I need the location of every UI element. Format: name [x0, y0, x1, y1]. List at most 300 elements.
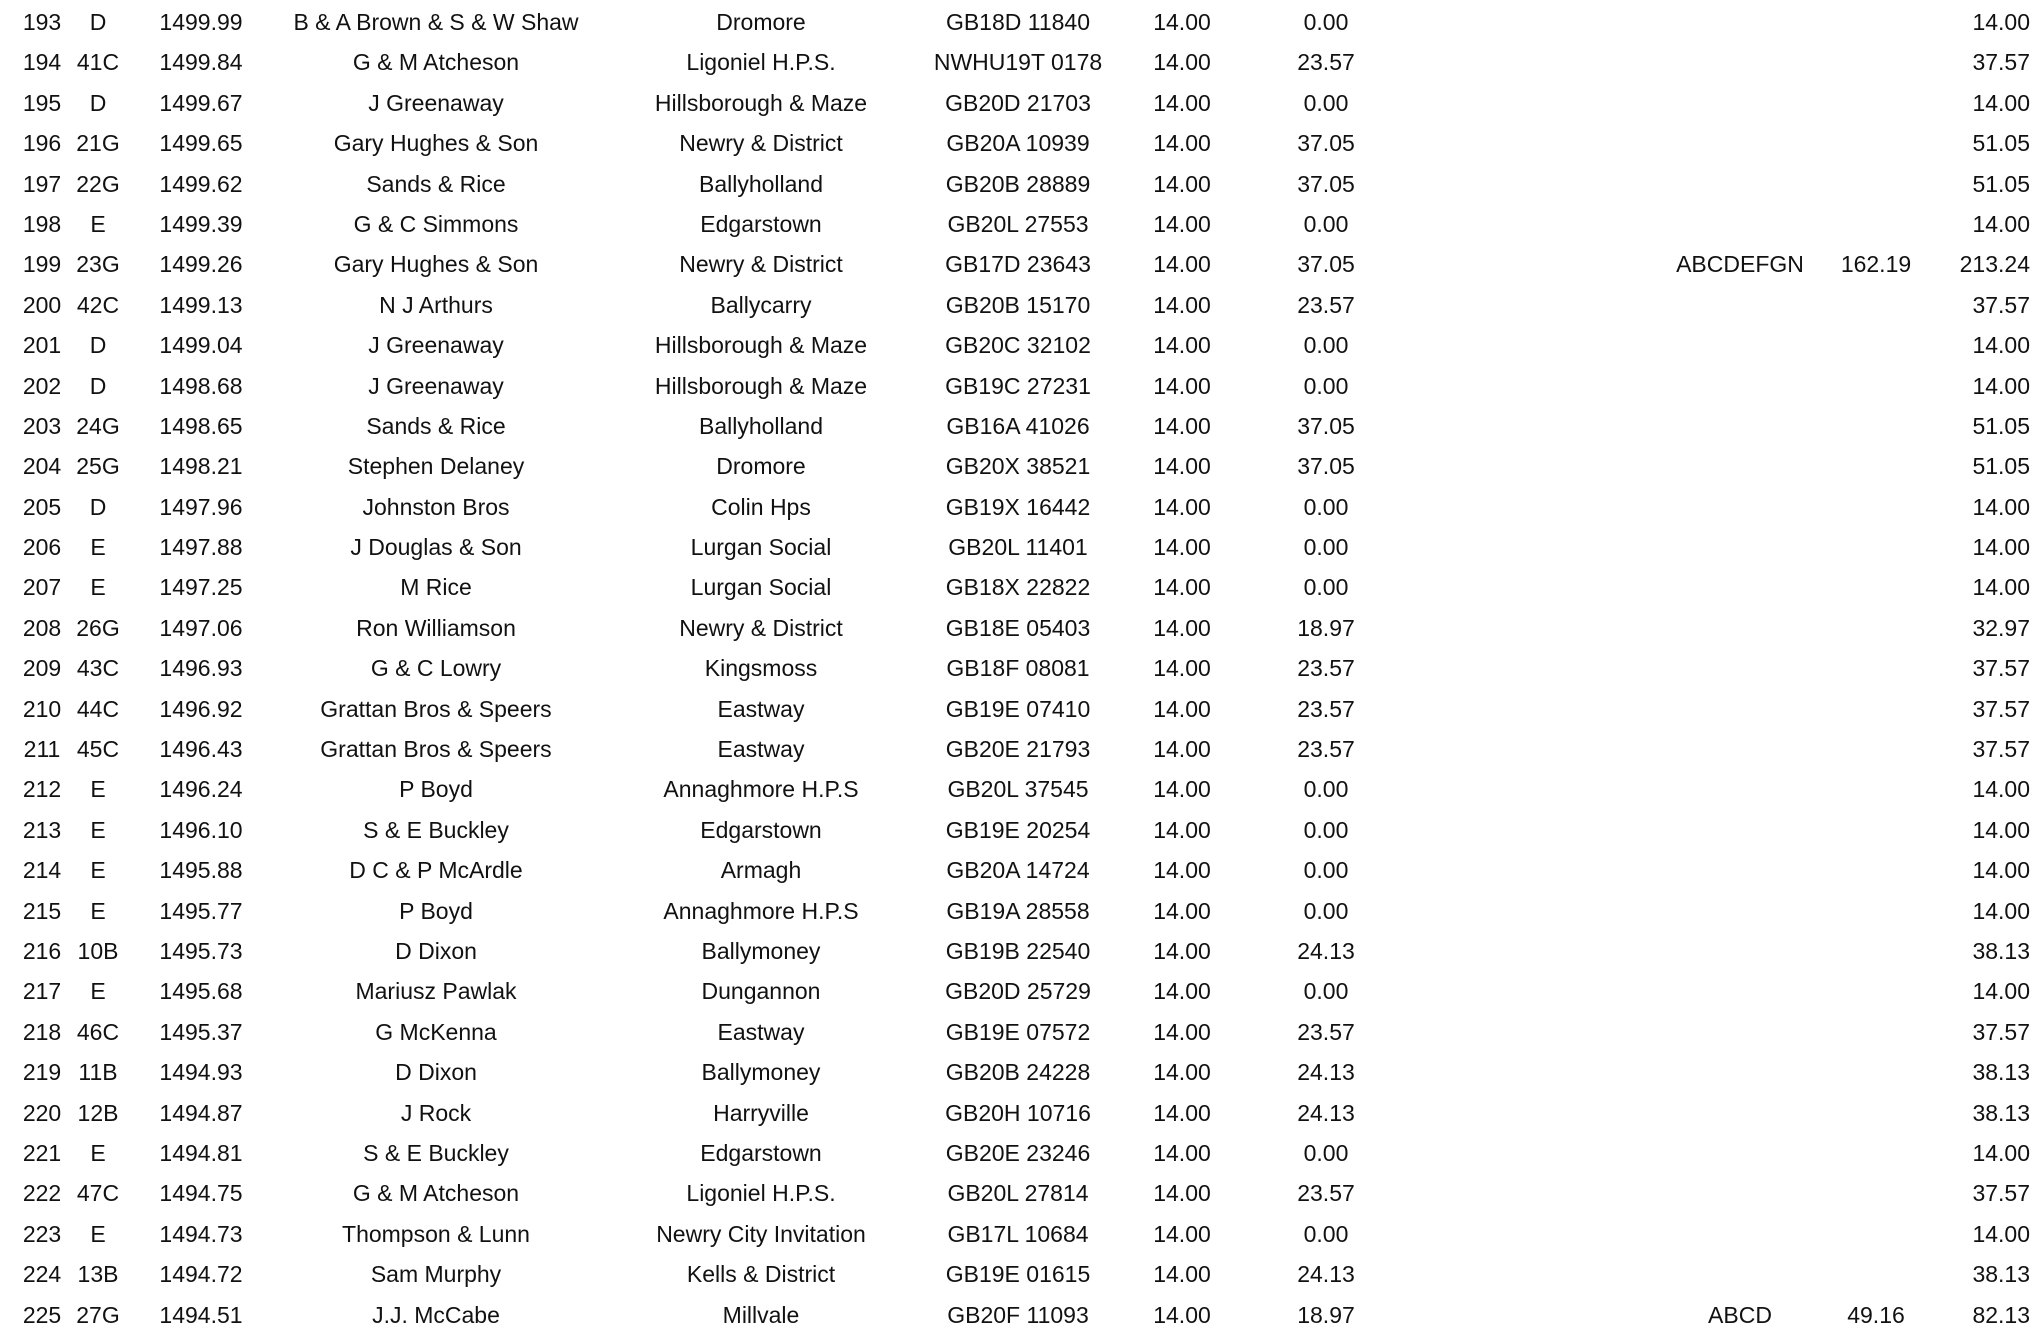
- ring-number-cell: GB18E 05403: [945, 614, 1091, 641]
- velocity-cell: 1499.99: [159, 9, 243, 35]
- total-cell: 14.00: [1972, 493, 2030, 520]
- velocity-cell: 1497.06: [159, 614, 243, 641]
- ring-number-cell: GB19A 28558: [946, 897, 1090, 924]
- member-name-cell: G & C Simmons: [353, 210, 519, 237]
- entry-fee-cell: 14.00: [1153, 210, 1211, 237]
- entry-fee-cell: 14.00: [1153, 1180, 1211, 1207]
- velocity-cell: 1499.13: [159, 291, 243, 318]
- member-name-cell: D Dixon: [395, 1059, 477, 1086]
- pools-entered-cell: [1640, 42, 1840, 82]
- entry-fee-cell: 14.00: [1153, 291, 1211, 318]
- club-cell: Ligoniel H.P.S.: [686, 1180, 836, 1207]
- prize-winnings-cell: 0.00: [1303, 776, 1349, 803]
- entry-fee-cell: 14.00: [1153, 816, 1211, 843]
- ring-number-cell: GB20L 37545: [947, 776, 1089, 803]
- velocity-cell: 1498.21: [159, 453, 243, 480]
- pools-entered-cell: [1640, 810, 1840, 850]
- total-cell: 14.00: [1972, 534, 2030, 561]
- results-table: [0, 2, 2043, 1335]
- club-cell: Colin Hps: [711, 493, 811, 520]
- velocity-cell: 1499.62: [159, 170, 243, 197]
- prize-code-cell: 43C: [76, 655, 120, 682]
- position-cell: 198: [22, 210, 62, 237]
- prize-winnings-cell: 18.97: [1297, 614, 1355, 641]
- table-row: [0, 406, 2043, 446]
- prize-code-cell: E: [90, 1220, 106, 1247]
- total-cell: 37.57: [1972, 736, 2030, 763]
- ring-number-cell: GB20B 24228: [945, 1059, 1091, 1086]
- table-row: [0, 1133, 2043, 1173]
- prize-winnings-cell: 37.05: [1297, 130, 1355, 157]
- total-cell: 14.00: [1972, 89, 2030, 116]
- entry-fee-cell: 14.00: [1153, 1139, 1211, 1166]
- position-cell: 214: [22, 857, 62, 884]
- member-name-cell: Ron Williamson: [356, 614, 516, 641]
- ring-number-cell: GB20L 27553: [947, 210, 1089, 237]
- total-cell: 14.00: [1972, 1220, 2030, 1247]
- member-name-cell: Sam Murphy: [370, 1261, 502, 1288]
- total-cell: 37.57: [1972, 1180, 2030, 1207]
- club-cell: Eastway: [717, 1018, 805, 1045]
- total-cell: 14.00: [1972, 897, 2030, 924]
- club-cell: Ballymoney: [701, 937, 821, 964]
- prize-code-cell: 10B: [77, 937, 119, 964]
- table-row: [0, 42, 2043, 82]
- member-name-cell: Grattan Bros & Speers: [320, 736, 552, 763]
- total-cell: 51.05: [1972, 412, 2030, 439]
- ring-number-cell: GB19E 07572: [945, 1018, 1091, 1045]
- total-cell: 51.05: [1972, 170, 2030, 197]
- position-cell: 202: [22, 372, 62, 399]
- prize-code-cell: E: [90, 897, 106, 924]
- velocity-cell: 1499.65: [159, 130, 243, 157]
- velocity-cell: 1499.84: [159, 49, 243, 76]
- club-cell: Ballymoney: [701, 1059, 821, 1086]
- velocity-cell: 1497.25: [159, 574, 243, 601]
- velocity-cell: 1495.37: [159, 1018, 243, 1045]
- pools-entered-cell: [1640, 123, 1840, 163]
- table-row: [0, 446, 2043, 486]
- ring-number-cell: GB19C 27231: [945, 372, 1091, 399]
- club-cell: Edgarstown: [700, 816, 822, 843]
- pools-entered-cell: [1640, 729, 1840, 769]
- prize-code-cell: 11B: [78, 1059, 118, 1086]
- ring-number-cell: GB18D 11840: [945, 9, 1091, 35]
- pools-entered-cell: [1640, 689, 1840, 729]
- prize-winnings-cell: 0.00: [1303, 857, 1349, 884]
- prize-code-cell: E: [90, 210, 106, 237]
- prize-winnings-cell: 23.57: [1297, 695, 1355, 722]
- total-cell: 32.97: [1972, 614, 2030, 641]
- total-cell: 37.57: [1972, 49, 2030, 76]
- velocity-cell: 1499.39: [159, 210, 243, 237]
- ring-number-cell: GB20X 38521: [945, 453, 1091, 480]
- pools-entered-cell: [1640, 1012, 1840, 1052]
- table-row: [0, 1052, 2043, 1092]
- total-cell: 14.00: [1972, 857, 2030, 884]
- position-cell: 220: [22, 1099, 62, 1126]
- ring-number-cell: GB20L 11401: [948, 534, 1088, 561]
- entry-fee-cell: 14.00: [1153, 978, 1211, 1005]
- table-row: [0, 325, 2043, 365]
- ring-number-cell: GB18X 22822: [945, 574, 1091, 601]
- prize-code-cell: 47C: [76, 1180, 120, 1207]
- prize-winnings-cell: 0.00: [1303, 493, 1349, 520]
- total-cell: 37.57: [1972, 291, 2030, 318]
- club-cell: Newry & District: [679, 614, 843, 641]
- velocity-cell: 1495.73: [159, 937, 243, 964]
- club-cell: Eastway: [717, 736, 805, 763]
- velocity-cell: 1496.93: [159, 655, 243, 682]
- position-cell: 205: [22, 493, 62, 520]
- club-cell: Hillsborough & Maze: [654, 332, 868, 359]
- prize-winnings-cell: 23.57: [1297, 655, 1355, 682]
- table-row: [0, 123, 2043, 163]
- velocity-cell: 1496.10: [159, 816, 243, 843]
- velocity-cell: 1494.72: [159, 1261, 243, 1288]
- ring-number-cell: GB20D 21703: [945, 89, 1091, 116]
- member-name-cell: Sands & Rice: [366, 170, 506, 197]
- prize-winnings-cell: 23.57: [1297, 736, 1355, 763]
- club-cell: Lurgan Social: [690, 534, 832, 561]
- member-name-cell: D Dixon: [395, 937, 477, 964]
- position-cell: 197: [22, 170, 62, 197]
- table-row: [0, 1173, 2043, 1213]
- prize-code-cell: 45C: [76, 736, 120, 763]
- member-name-cell: P Boyd: [399, 776, 473, 803]
- member-name-cell: G & M Atcheson: [352, 1180, 520, 1207]
- prize-code-cell: 26G: [76, 614, 120, 641]
- pools-entered-cell: [1640, 446, 1840, 486]
- table-row: [0, 931, 2043, 971]
- table-row: [0, 204, 2043, 244]
- prize-code-cell: 21G: [76, 130, 120, 157]
- position-cell: 225: [22, 1301, 62, 1328]
- member-name-cell: S & E Buckley: [363, 1139, 509, 1166]
- velocity-cell: 1495.68: [159, 978, 243, 1005]
- prize-code-cell: D: [89, 372, 107, 399]
- club-cell: Edgarstown: [700, 210, 822, 237]
- member-name-cell: Stephen Delaney: [347, 453, 525, 480]
- ring-number-cell: GB19B 22540: [945, 937, 1091, 964]
- pools-entered-cell: [1640, 1093, 1840, 1133]
- club-cell: Newry & District: [679, 130, 843, 157]
- table-row: [0, 1295, 2043, 1335]
- pools-entered-cell: ABCD: [1708, 1301, 1772, 1328]
- ring-number-cell: GB20A 14724: [946, 857, 1090, 884]
- entry-fee-cell: 14.00: [1153, 170, 1211, 197]
- prize-code-cell: 13B: [77, 1261, 119, 1288]
- pools-entered-cell: [1640, 83, 1840, 123]
- club-cell: Annaghmore H.P.S: [663, 897, 859, 924]
- total-cell: 14.00: [1972, 1139, 2030, 1166]
- table-row: [0, 164, 2043, 204]
- club-cell: Newry & District: [679, 251, 843, 278]
- club-cell: Kingsmoss: [704, 655, 818, 682]
- entry-fee-cell: 14.00: [1153, 49, 1211, 76]
- prize-code-cell: 25G: [76, 453, 120, 480]
- club-cell: Lurgan Social: [690, 574, 832, 601]
- prize-winnings-cell: 0.00: [1303, 1220, 1349, 1247]
- prize-winnings-cell: 0.00: [1303, 978, 1349, 1005]
- club-cell: Eastway: [717, 695, 805, 722]
- total-cell: 14.00: [1972, 210, 2030, 237]
- prize-code-cell: 23G: [76, 251, 120, 278]
- position-cell: 221: [22, 1139, 62, 1166]
- pools-entered-cell: [1640, 1052, 1840, 1092]
- ring-number-cell: GB20B 15170: [945, 291, 1091, 318]
- prize-winnings-cell: 23.57: [1297, 291, 1355, 318]
- prize-code-cell: 24G: [76, 412, 120, 439]
- position-cell: 212: [22, 776, 62, 803]
- ring-number-cell: GB17D 23643: [945, 251, 1091, 278]
- entry-fee-cell: 14.00: [1153, 1059, 1211, 1086]
- prize-winnings-cell: 0.00: [1303, 210, 1349, 237]
- table-row: [0, 1254, 2043, 1294]
- ring-number-cell: GB16A 41026: [946, 412, 1090, 439]
- member-name-cell: Johnston Bros: [362, 493, 510, 520]
- velocity-cell: 1495.77: [159, 897, 243, 924]
- member-name-cell: D C & P McArdle: [349, 857, 523, 884]
- pools-entered-cell: [1640, 406, 1840, 446]
- prize-code-cell: 22G: [76, 170, 120, 197]
- prize-winnings-cell: 0.00: [1303, 816, 1349, 843]
- member-name-cell: M Rice: [400, 574, 472, 601]
- member-name-cell: Gary Hughes & Son: [333, 251, 539, 278]
- member-name-cell: G McKenna: [375, 1018, 497, 1045]
- position-cell: 195: [22, 89, 62, 116]
- total-cell: 14.00: [1972, 9, 2030, 35]
- ring-number-cell: GB18F 08081: [946, 655, 1090, 682]
- total-cell: 14.00: [1972, 372, 2030, 399]
- position-cell: 199: [22, 251, 62, 278]
- pools-entered-cell: [1640, 204, 1840, 244]
- member-name-cell: N J Arthurs: [379, 291, 493, 318]
- member-name-cell: P Boyd: [399, 897, 473, 924]
- member-name-cell: J Greenaway: [368, 372, 504, 399]
- prize-winnings-cell: 0.00: [1303, 9, 1349, 35]
- club-cell: Ballyholland: [698, 412, 824, 439]
- pools-entered-cell: [1640, 931, 1840, 971]
- position-cell: 211: [23, 736, 61, 763]
- entry-fee-cell: 14.00: [1153, 736, 1211, 763]
- velocity-cell: 1494.51: [159, 1301, 243, 1328]
- club-cell: Ballyholland: [698, 170, 824, 197]
- velocity-cell: 1494.87: [159, 1099, 243, 1126]
- entry-fee-cell: 14.00: [1153, 130, 1211, 157]
- club-cell: Ballycarry: [710, 291, 812, 318]
- velocity-cell: 1499.26: [159, 251, 243, 278]
- pools-entered-cell: [1640, 971, 1840, 1011]
- ring-number-cell: NWHU19T 0178: [933, 49, 1103, 76]
- pool-winnings-cell: 162.19: [1840, 251, 1912, 278]
- prize-winnings-cell: 24.13: [1297, 1099, 1355, 1126]
- prize-code-cell: 41C: [76, 49, 120, 76]
- position-cell: 217: [22, 978, 62, 1005]
- prize-winnings-cell: 23.57: [1297, 1018, 1355, 1045]
- velocity-cell: 1495.88: [159, 857, 243, 884]
- prize-winnings-cell: 37.05: [1297, 453, 1355, 480]
- ring-number-cell: GB20L 27814: [947, 1180, 1089, 1207]
- pools-entered-cell: [1640, 850, 1840, 890]
- total-cell: 14.00: [1972, 332, 2030, 359]
- pools-entered-cell: [1640, 769, 1840, 809]
- entry-fee-cell: 14.00: [1153, 332, 1211, 359]
- prize-code-cell: E: [90, 574, 106, 601]
- entry-fee-cell: 14.00: [1153, 1301, 1211, 1328]
- club-cell: Ligoniel H.P.S.: [686, 49, 836, 76]
- position-cell: 222: [22, 1180, 62, 1207]
- position-cell: 215: [22, 897, 62, 924]
- total-cell: 14.00: [1972, 574, 2030, 601]
- velocity-cell: 1494.75: [159, 1180, 243, 1207]
- prize-code-cell: D: [89, 89, 107, 116]
- ring-number-cell: GB19E 20254: [945, 816, 1091, 843]
- prize-code-cell: 12B: [77, 1099, 119, 1126]
- position-cell: 224: [22, 1261, 62, 1288]
- table-row: [0, 891, 2043, 931]
- entry-fee-cell: 14.00: [1153, 1099, 1211, 1126]
- prize-winnings-cell: 0.00: [1303, 372, 1349, 399]
- total-cell: 37.57: [1972, 655, 2030, 682]
- ring-number-cell: GB19E 01615: [945, 1261, 1091, 1288]
- club-cell: Hillsborough & Maze: [654, 89, 868, 116]
- prize-code-cell: E: [90, 816, 106, 843]
- ring-number-cell: GB20F 11093: [947, 1301, 1089, 1328]
- pools-entered-cell: [1640, 1133, 1840, 1173]
- total-cell: 38.13: [1972, 1059, 2030, 1086]
- member-name-cell: S & E Buckley: [363, 816, 509, 843]
- prize-code-cell: 27G: [76, 1301, 120, 1328]
- pools-entered-cell: [1640, 648, 1840, 688]
- ring-number-cell: GB20A 10939: [946, 130, 1090, 157]
- velocity-cell: 1494.81: [159, 1139, 243, 1166]
- prize-winnings-cell: 37.05: [1297, 170, 1355, 197]
- pools-entered-cell: [1640, 164, 1840, 204]
- pools-entered-cell: [1640, 487, 1840, 527]
- table-row: [0, 729, 2043, 769]
- prize-winnings-cell: 0.00: [1303, 89, 1349, 116]
- member-name-cell: J Douglas & Son: [350, 534, 522, 561]
- ring-number-cell: GB20E 23246: [945, 1139, 1091, 1166]
- table-row: [0, 487, 2043, 527]
- prize-code-cell: 42C: [76, 291, 120, 318]
- pools-entered-cell: [1640, 567, 1840, 607]
- table-row: [0, 1093, 2043, 1133]
- prize-code-cell: 44C: [76, 695, 120, 722]
- club-cell: Dungannon: [701, 978, 821, 1005]
- velocity-cell: 1498.68: [159, 372, 243, 399]
- ring-number-cell: GB20D 25729: [945, 978, 1091, 1005]
- prize-code-cell: E: [90, 857, 106, 884]
- velocity-cell: 1498.65: [159, 412, 243, 439]
- entry-fee-cell: 14.00: [1153, 412, 1211, 439]
- prize-winnings-cell: 23.57: [1297, 1180, 1355, 1207]
- pools-entered-cell: [1640, 1214, 1840, 1254]
- ring-number-cell: GB19E 07410: [945, 695, 1091, 722]
- prize-winnings-cell: 37.05: [1297, 251, 1355, 278]
- entry-fee-cell: 14.00: [1153, 1261, 1211, 1288]
- position-cell: 206: [22, 534, 62, 561]
- member-name-cell: J Greenaway: [368, 89, 504, 116]
- prize-winnings-cell: 0.00: [1303, 1139, 1349, 1166]
- position-cell: 209: [22, 655, 62, 682]
- velocity-cell: 1494.73: [159, 1220, 243, 1247]
- table-row: [0, 689, 2043, 729]
- member-name-cell: G & C Lowry: [370, 655, 502, 682]
- pools-entered-cell: [1640, 1173, 1840, 1213]
- pools-entered-cell: [1640, 2, 1840, 42]
- member-name-cell: G & M Atcheson: [352, 49, 520, 76]
- member-name-cell: Sands & Rice: [366, 412, 506, 439]
- pools-entered-cell: [1640, 608, 1840, 648]
- velocity-cell: 1496.24: [159, 776, 243, 803]
- position-cell: 219: [22, 1059, 62, 1086]
- position-cell: 207: [22, 574, 62, 601]
- prize-winnings-cell: 24.13: [1297, 937, 1355, 964]
- total-cell: 82.13: [1972, 1301, 2030, 1328]
- velocity-cell: 1496.92: [159, 695, 243, 722]
- position-cell: 216: [22, 937, 62, 964]
- table-row: [0, 527, 2043, 567]
- club-cell: Millvale: [722, 1301, 800, 1328]
- prize-winnings-cell: 0.00: [1303, 897, 1349, 924]
- table-row: [0, 366, 2043, 406]
- prize-winnings-cell: 18.97: [1297, 1301, 1355, 1328]
- ring-number-cell: GB17L 10684: [947, 1220, 1089, 1247]
- total-cell: 213.24: [1959, 251, 2030, 278]
- member-name-cell: Thompson & Lunn: [342, 1220, 530, 1247]
- position-cell: 200: [22, 291, 62, 318]
- entry-fee-cell: 14.00: [1153, 89, 1211, 116]
- prize-winnings-cell: 24.13: [1297, 1059, 1355, 1086]
- entry-fee-cell: 14.00: [1153, 372, 1211, 399]
- table-row: [0, 608, 2043, 648]
- prize-code-cell: E: [90, 1139, 106, 1166]
- ring-number-cell: GB19X 16442: [945, 493, 1091, 520]
- prize-code-cell: E: [90, 978, 106, 1005]
- member-name-cell: J.J. McCabe: [372, 1301, 500, 1328]
- position-cell: 213: [22, 816, 62, 843]
- position-cell: 203: [22, 412, 62, 439]
- table-row: [0, 285, 2043, 325]
- position-cell: 196: [22, 130, 62, 157]
- prize-winnings-cell: 0.00: [1303, 574, 1349, 601]
- entry-fee-cell: 14.00: [1153, 614, 1211, 641]
- prize-winnings-cell: 24.13: [1297, 1261, 1355, 1288]
- total-cell: 14.00: [1972, 776, 2030, 803]
- total-cell: 37.57: [1972, 695, 2030, 722]
- club-cell: Edgarstown: [700, 1139, 822, 1166]
- table-row: [0, 810, 2043, 850]
- entry-fee-cell: 14.00: [1153, 453, 1211, 480]
- entry-fee-cell: 14.00: [1153, 857, 1211, 884]
- prize-code-cell: D: [89, 9, 107, 35]
- velocity-cell: 1496.43: [159, 736, 243, 763]
- velocity-cell: 1494.93: [159, 1059, 243, 1086]
- member-name-cell: Gary Hughes & Son: [333, 130, 539, 157]
- position-cell: 210: [22, 695, 62, 722]
- entry-fee-cell: 14.00: [1153, 251, 1211, 278]
- member-name-cell: B & A Brown & S & W Shaw: [293, 9, 579, 35]
- member-name-cell: J Rock: [400, 1099, 472, 1126]
- entry-fee-cell: 14.00: [1153, 574, 1211, 601]
- total-cell: 14.00: [1972, 816, 2030, 843]
- prize-winnings-cell: 37.05: [1297, 412, 1355, 439]
- position-cell: 201: [22, 332, 62, 359]
- entry-fee-cell: 14.00: [1153, 534, 1211, 561]
- velocity-cell: 1497.88: [159, 534, 243, 561]
